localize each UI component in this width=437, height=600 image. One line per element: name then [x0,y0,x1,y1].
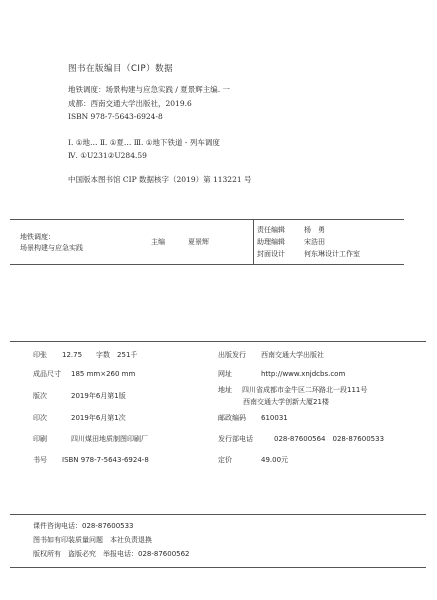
staff-value: 杨 勇 [304,226,325,234]
spec-website [218,369,345,379]
spec-edition [33,391,126,401]
spec-printing [33,413,126,423]
footer-top-rule [10,514,426,515]
spec-address-line-2: 西南交通大学创新大厦21楼 [243,398,329,406]
credits-top-rule [10,219,404,220]
staff-row-cover-design [257,249,360,259]
book-title-line-2: 场景构建与应急实践 [20,244,83,252]
spec-label: 印刷 [33,435,47,443]
spec-label: 印次 [33,414,47,422]
cip-line-3: ISBN 978-7-5643-6924-8 [68,112,163,121]
spec-label: 地址 [218,386,232,394]
spec-value: 西南交通大学出版社 [261,351,324,359]
staff-value: 何东琳设计工作室 [304,250,360,258]
spec-sales-phone [218,434,384,444]
spec-value: 四川省成都市金牛区二环路北一段111号 [242,386,368,394]
spec-value: 49.00元 [261,456,289,464]
spec-value: 12.75 字数 251千 [62,351,138,359]
spec-value: 四川煤田地质制图印刷厂 [71,435,148,443]
spec-value: 2019年6月第1次 [71,414,126,422]
footer-line-1: 课件咨询电话：028-87600533 [33,522,134,530]
spec-label: 网址 [218,370,232,378]
staff-label: 封面设计 [257,250,285,258]
specs-top-rule [10,341,426,342]
spec-label: 定价 [218,456,232,464]
staff-label: 责任编辑 [257,226,285,234]
spec-address [218,385,367,395]
spec-label: 发行部电话 [218,435,253,443]
spec-label: 成品尺寸 [33,370,61,378]
spec-trim-size [33,369,135,379]
spec-value: 2019年6月第1版 [71,392,126,400]
role-label: 主编 [151,238,165,246]
spec-sheets-words [33,350,137,360]
spec-price [218,455,288,465]
spec-value: 028-87600564 028-87600533 [274,435,385,443]
spec-publisher [218,350,324,360]
spec-isbn [33,455,149,465]
spec-label: 出版发行 [218,351,246,359]
spec-value: 610031 [261,414,288,422]
spec-label: 版次 [33,392,47,400]
footer-bottom-rule [10,567,426,568]
spec-value: 185 mm×260 mm [71,370,136,378]
spec-label: 邮政编码 [218,414,246,422]
spec-printer [33,434,148,444]
staff-row-responsible-editor [257,225,325,235]
footer-line-2: 图书如有印装质量问题 本社负责退换 [33,536,152,544]
spec-postcode [218,413,288,423]
staff-label: 助理编辑 [257,238,285,246]
cip-subject-line-1: Ⅰ. ①地… Ⅱ. ①夏… Ⅲ. ①地下铁道 - 列车调度 [68,138,220,147]
editor-name: 夏景辉 [188,238,209,246]
footer-line-3: 版权所有 盗版必究 举报电话：028-87600562 [33,550,190,558]
spec-value: ISBN 978-7-5643-6924-8 [62,456,149,464]
cip-line-1: 地铁调度：场景构建与应急实践 / 夏景辉主编. 一 [68,85,231,94]
cip-number: 中国版本图书馆 CIP 数据核字（2019）第 113221 号 [68,175,252,184]
cip-heading: 图书在版编目（CIP）数据 [68,64,174,74]
staff-value: 宋浩田 [304,238,325,246]
spec-label: 书号 [33,456,47,464]
spec-label: 印张 [33,351,47,359]
staff-row-assistant-editor [257,237,325,247]
cip-line-2: 成都：西南交通大学出版社，2019.6 [68,99,192,108]
cip-subject-line-2: Ⅳ. ①U231②U284.59 [68,151,147,160]
book-title-line-1: 地铁调度： [20,233,55,241]
credits-bottom-rule [10,264,404,265]
spec-value: http://www.xnjdcbs.com [261,370,346,378]
credits-divider [253,219,254,264]
